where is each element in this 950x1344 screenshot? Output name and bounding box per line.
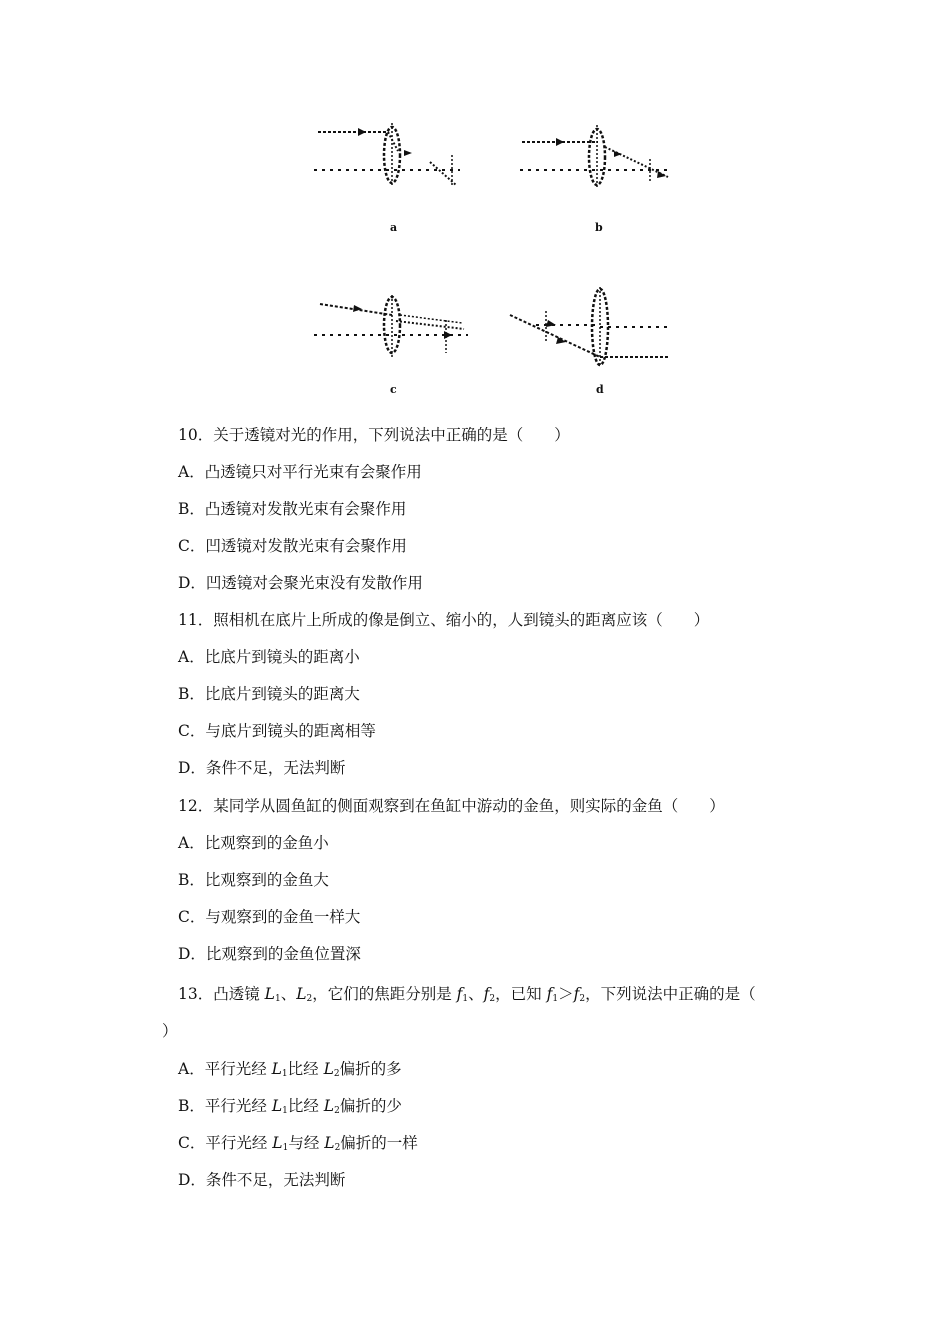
lens-diagram-d <box>510 287 672 396</box>
question-10-option-a: A．凸透镜只对平行光束有会聚作用 <box>178 463 422 481</box>
question-13-stem-continuation: ） <box>162 1022 178 1040</box>
diagram-label-c: c <box>390 383 397 396</box>
question-10-stem: 10．关于透镜对光的作用，下列说法中正确的是（ ） <box>178 426 570 444</box>
question-13-stem: 13．凸透镜 $L_1$、$L_2$，它们的焦距分别是 $f_1$、$f_2$，已知 $f_1>f_2$，下列说法中正确的是（ <box>178 985 756 1004</box>
question-11-option-a: A．比底片到镜头的距离小 <box>178 648 360 666</box>
diagram-label-a: a <box>390 221 398 234</box>
question-10-option-d: D．凹透镜对会聚光束没有发散作用 <box>178 574 423 592</box>
question-12-option-a: A．比观察到的金鱼小 <box>178 834 329 852</box>
question-13-option-c: C．平行光经 $L_1$与经 $L_2$偏折的一样 <box>178 1134 418 1153</box>
question-10-option-b: B．凸透镜对发散光束有会聚作用 <box>178 500 407 518</box>
question-11-option-d: D．条件不足，无法判断 <box>178 759 346 777</box>
lens-diagrams-figure <box>300 115 690 405</box>
diagram-label-b: b <box>595 221 603 234</box>
question-11-stem: 11．照相机在底片上所成的像是倒立、缩小的，人到镜头的距离应该（ ） <box>178 611 710 629</box>
question-13-option-a: A．平行光经 $L_1$比经 $L_2$偏折的多 <box>178 1060 402 1079</box>
lens-diagrams-svg <box>300 115 690 405</box>
question-11-option-c: C．与底片到镜头的距离相等 <box>178 722 376 740</box>
question-11-option-b: B．比底片到镜头的距离大 <box>178 685 360 703</box>
question-12-stem: 12．某同学从圆鱼缸的侧面观察到在鱼缸中游动的金鱼，则实际的金鱼（ ） <box>178 797 725 815</box>
question-13-option-b: B．平行光经 $L_1$比经 $L_2$偏折的少 <box>178 1097 402 1116</box>
question-12-option-c: C．与观察到的金鱼一样大 <box>178 908 361 926</box>
diagram-label-d: d <box>596 383 604 396</box>
question-12-option-d: D．比观察到的金鱼位置深 <box>178 945 361 963</box>
question-12-option-b: B．比观察到的金鱼大 <box>178 871 329 889</box>
lens-diagram-a <box>314 123 460 234</box>
lens-diagram-c <box>314 295 468 396</box>
lens-diagram-b <box>520 125 670 234</box>
question-10-option-c: C．凹透镜对发散光束有会聚作用 <box>178 537 407 555</box>
question-13-option-d: D．条件不足，无法判断 <box>178 1171 346 1189</box>
